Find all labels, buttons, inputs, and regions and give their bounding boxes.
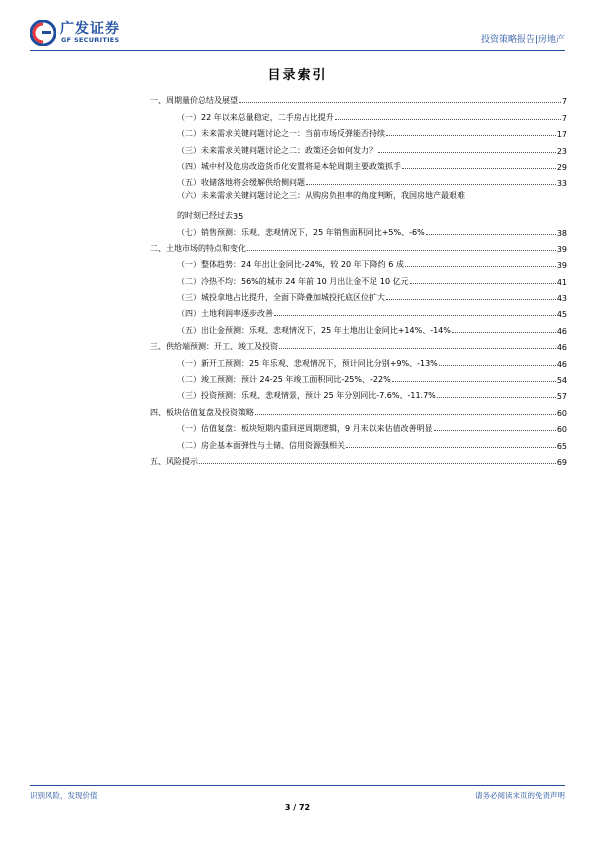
- toc-entry-text: （三）城投拿地占比提升，全面下降叠加城投托底区位扩大: [177, 293, 385, 303]
- logo-english-name: GF SECURITIES: [61, 36, 120, 44]
- toc-page-number: 41: [556, 277, 567, 287]
- toc-entry-text: （六）未来需求关键问题讨论之三：从购房负担率的角度判断，我国房地产最艰难: [177, 191, 465, 201]
- toc-entry-text: （二）冷热不均：56%的城市 24 年前 10 月出让金不足 10 亿元: [177, 276, 409, 286]
- toc-page-number: 60: [556, 408, 567, 418]
- toc-entry[interactable]: [150, 156, 567, 172]
- toc-section[interactable]: [150, 336, 567, 352]
- toc-leader-dots: [346, 447, 556, 448]
- toc-entry-text: （二）房企基本面弹性与土储、信用资源强相关: [177, 440, 345, 450]
- toc-entry[interactable]: [150, 287, 567, 303]
- toc-entry-text: （四）土地利润率逐步改善: [177, 309, 273, 319]
- toc-entry-text: （三）未来需求关键问题讨论之二：政策还会如何发力？: [177, 145, 377, 155]
- report-category: 投资策略报告|房地产: [480, 35, 565, 45]
- toc-entry-text: （五）出让金预测：乐观、悲观情况下，25 年土地出让金同比+14%、-14%: [177, 325, 451, 335]
- toc-entry[interactable]: [150, 188, 567, 221]
- toc-page-number: 7: [561, 97, 567, 107]
- page-header: [30, 18, 565, 50]
- logo-chinese-name: 广发证券: [60, 21, 120, 37]
- toc-page-number: 65: [556, 441, 567, 451]
- toc-leader-dots: [392, 381, 556, 382]
- toc-page-number: 54: [556, 376, 567, 386]
- toc-page-number: 57: [556, 392, 567, 402]
- toc-page-number: 17: [556, 130, 567, 140]
- toc-entry[interactable]: [150, 254, 567, 270]
- toc-leader-dots: [279, 348, 556, 349]
- footer-slogan: 识别风险，发现价值: [30, 791, 98, 800]
- toc-page-number: 45: [556, 310, 567, 320]
- header-divider: [30, 50, 565, 51]
- toc-entry-text: 三、供给端预测：开工、竣工及投资: [150, 342, 278, 352]
- toc-entry-text: 五、风险提示: [150, 457, 198, 466]
- toc-leader-dots: [405, 266, 556, 267]
- footer-divider: [30, 785, 565, 786]
- toc-leader-dots: [426, 234, 556, 235]
- toc-page-number: 60: [556, 425, 567, 435]
- toc-page-number: 39: [556, 244, 567, 254]
- toc-entry[interactable]: [150, 434, 567, 450]
- toc-entry[interactable]: [150, 139, 567, 155]
- toc-leader-dots: [452, 332, 556, 333]
- gf-logo-icon: [30, 20, 56, 46]
- toc-entry-text: （四）城中村及危房改造货币化安置将是本轮周期主要政策抓手: [177, 161, 401, 171]
- toc-page-number: 39: [556, 261, 567, 271]
- toc-leader-dots: [306, 184, 556, 185]
- toc-page-number: 46: [556, 359, 567, 369]
- toc-leader-dots: [437, 397, 556, 398]
- toc-leader-dots: [335, 119, 561, 120]
- toc-entry[interactable]: [150, 352, 567, 368]
- toc-entry[interactable]: [150, 319, 567, 335]
- toc-page-number: 43: [556, 294, 567, 304]
- toc-section[interactable]: [150, 238, 567, 254]
- toc-entry[interactable]: [150, 418, 567, 434]
- toc-page-number: 38: [556, 228, 567, 238]
- toc-entry[interactable]: [150, 270, 567, 286]
- toc-entry-text: 一、周期量价总结及展望: [150, 96, 238, 106]
- toc-title: 目录索引: [267, 68, 328, 83]
- toc-page-number: 33: [556, 179, 567, 189]
- toc-entry-text: （五）收储落地将会缓解供给侧问题: [177, 178, 305, 188]
- toc-entry-text: （一）新开工预测：25 年乐观、悲观情况下，预计同比分别+9%、-13%: [177, 358, 438, 368]
- toc-page-number: 69: [556, 458, 567, 467]
- toc-leader-dots: [199, 463, 556, 464]
- toc-entry-text: （一）整体趋势：24 年出让金同比-24%，较 20 年下降约 6 成: [177, 260, 404, 270]
- table-of-contents: [150, 90, 567, 467]
- toc-page-number: 46: [556, 326, 567, 336]
- toc-section[interactable]: [150, 90, 567, 106]
- toc-entry[interactable]: [150, 221, 567, 237]
- toc-entry-text: （一）22 年以来总量稳定，二手房占比提升: [177, 112, 334, 122]
- toc-entry-text: （二）未来需求关键问题讨论之一：当前市场反弹能否持续: [177, 129, 385, 139]
- toc-page-number: 29: [556, 162, 567, 172]
- toc-entry-text: 四、板块估值复盘及投资策略: [150, 407, 254, 417]
- toc-entry-text: （三）投资预测：乐观、悲观情景，预计 25 年分别同比-7.6%、-11.7%: [177, 391, 436, 401]
- toc-entry[interactable]: [150, 106, 567, 122]
- toc-entry[interactable]: [150, 172, 567, 188]
- toc-entry-text-continued: 的时刻已经过去: [177, 211, 233, 221]
- toc-leader-dots: [247, 250, 556, 251]
- toc-section[interactable]: [150, 401, 567, 417]
- toc-leader-dots: [386, 299, 556, 300]
- toc-leader-dots: [410, 283, 556, 284]
- toc-leader-dots: [439, 365, 556, 366]
- toc-entry-text: 二、土地市场的特点和变化: [150, 243, 246, 253]
- toc-page-number: 23: [556, 146, 567, 156]
- toc-entry-text: （一）估值复盘：板块短期内重回逆周期逻辑，9 月末以来估值改善明显: [177, 424, 433, 434]
- toc-leader-dots: [239, 102, 561, 103]
- toc-page-number: 35: [233, 212, 244, 222]
- toc-leader-dots: [434, 430, 556, 431]
- toc-entry[interactable]: [150, 123, 567, 139]
- toc-leader-dots: [378, 152, 556, 153]
- footer-disclaimer: 请务必阅读末页的免责声明: [475, 791, 565, 800]
- toc-entry[interactable]: [150, 303, 567, 319]
- toc-entry[interactable]: [150, 385, 567, 401]
- toc-entry[interactable]: [150, 369, 567, 385]
- toc-page-number: 46: [556, 343, 567, 353]
- page-number: 3 / 72: [284, 803, 311, 812]
- toc-leader-dots: [402, 168, 556, 169]
- toc-entry-text: （二）竣工预测：预计 24-25 年竣工面积同比-25%、-22%: [177, 375, 391, 385]
- toc-page-number: 7: [561, 113, 567, 123]
- toc-leader-dots: [255, 414, 556, 415]
- toc-leader-dots: [274, 315, 556, 316]
- toc-leader-dots: [386, 135, 556, 136]
- toc-section[interactable]: [150, 451, 567, 467]
- toc-entry-text: （七）销售预测：乐观、悲观情况下，25 年销售面积同比+5%、-6%: [177, 227, 425, 237]
